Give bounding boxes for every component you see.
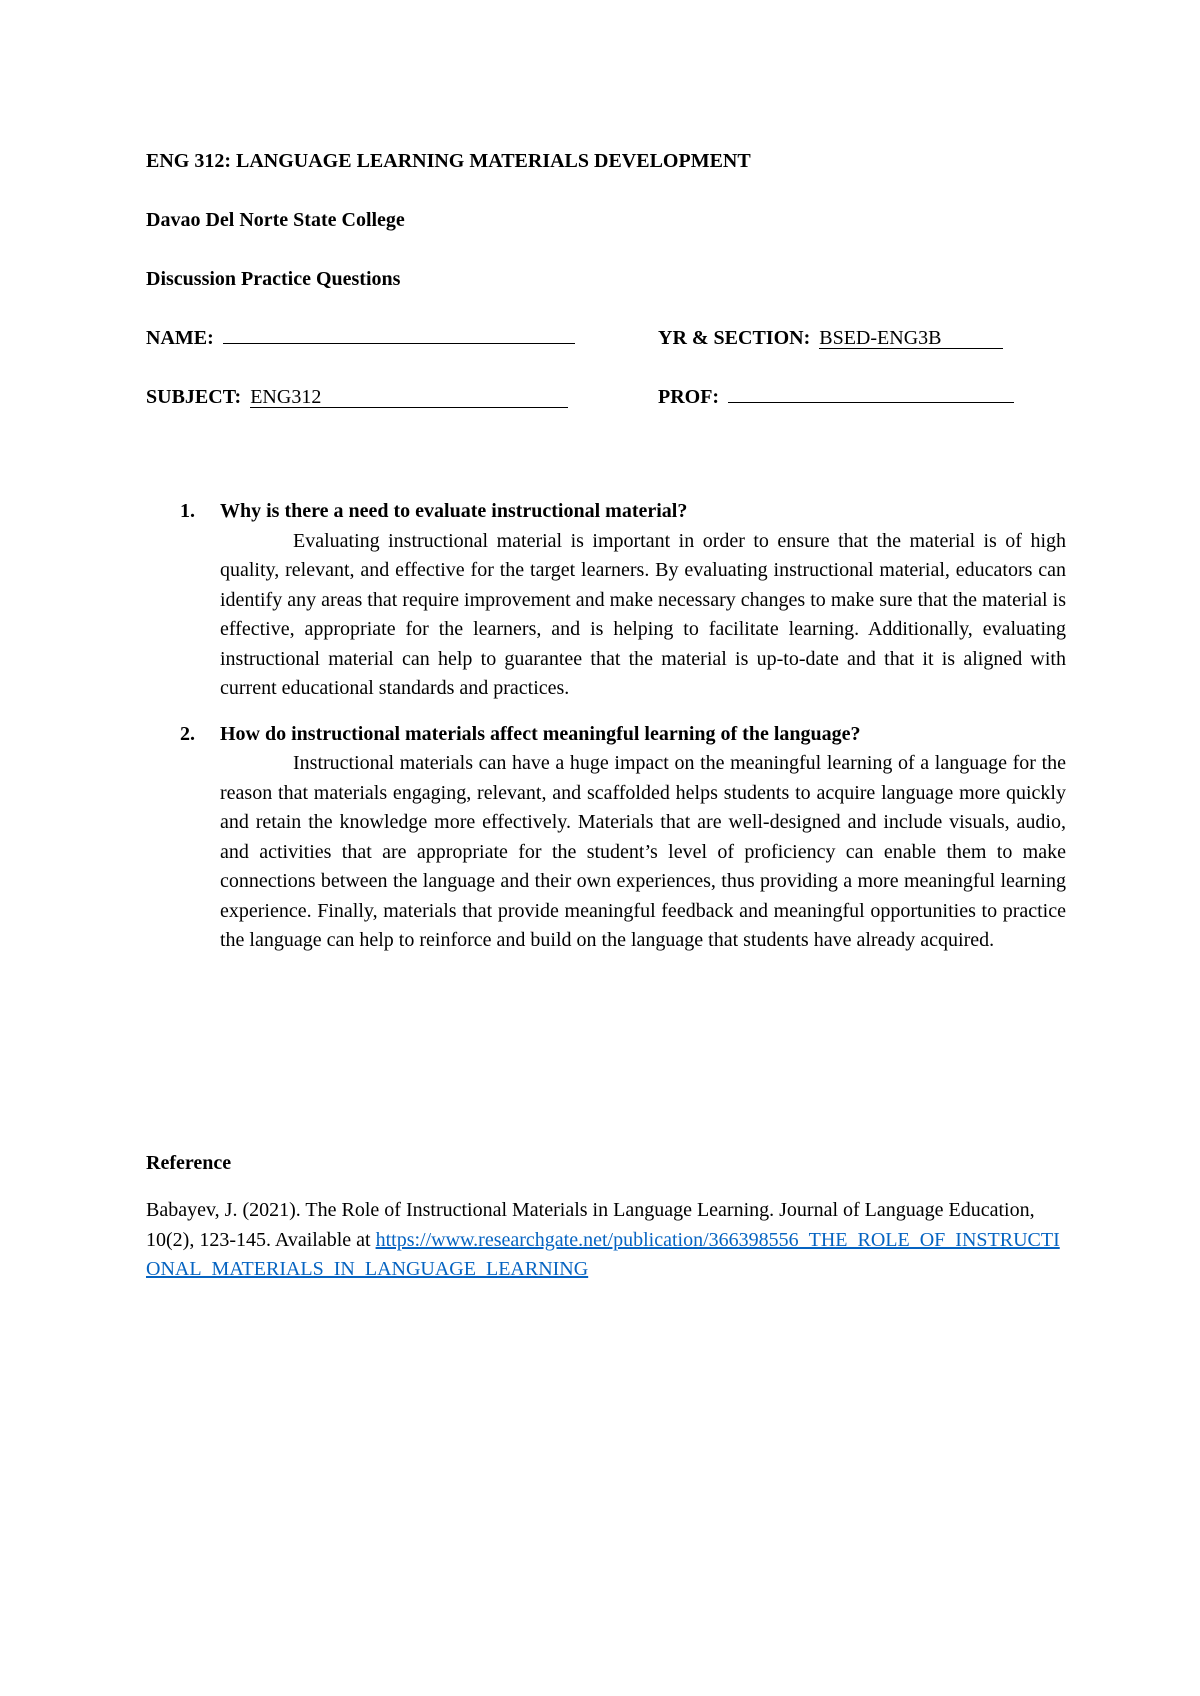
yr-section-label: YR & SECTION: bbox=[658, 327, 811, 349]
question-text: How do instructional materials affect meaningful learning of the language? bbox=[220, 722, 861, 745]
course-title: ENG 312: LANGUAGE LEARNING MATERIALS DEVELOPMENT bbox=[146, 150, 751, 172]
answer-text: Instructional materials can have a huge impact on the meaningful learning of a language for the reason that materials engaging, relevant, and scaffolded helps students to acquire language more quickly and retain the knowledge more effectively. Materials that are well-designed and include visuals, audio, and activities that are appropriate for the student’s level of proficiency can enable them to make connections between the language and their own experiences, thus providing a more meaningful learning experience. Finally, materials that provide meaningful feedback and meaningful opportunities to practice the language can help to reinforce and build on the language that students have already acquired. bbox=[220, 752, 1066, 951]
question-item bbox=[146, 497, 1066, 704]
question-item bbox=[146, 720, 1066, 956]
yr-section-blank bbox=[819, 328, 1003, 349]
question-list bbox=[146, 497, 1066, 972]
answer-text: Evaluating instructional material is important in order to ensure that the material is of high quality, relevant, and effective for the target learners. By evaluating instructional material, educators can identify any areas that require improvement and make necessary changes to make sure that the material is effective, appropriate for the learners, and is helping to facilitate learning. Additionally, evaluating instructional material can help to guarantee that the material is up-to-date and that it is aligned with current educational standards and practices. bbox=[220, 529, 1066, 699]
subject-label: SUBJECT: bbox=[146, 386, 242, 408]
yr-section-field bbox=[658, 325, 1003, 351]
subject-value: ENG312 bbox=[250, 386, 322, 408]
reference-citation: Babayev, J. (2021). The Role of Instructional Materials in Language Learning. Journal of Language Education, 10(2), 123-145. Available at bbox=[146, 1199, 1035, 1251]
name-label: NAME: bbox=[146, 327, 214, 349]
question-text: Why is there a need to evaluate instructional material? bbox=[220, 500, 688, 522]
subject-blank bbox=[250, 387, 568, 408]
yr-section-value: BSED-ENG3B bbox=[819, 327, 942, 349]
prof-label: PROF: bbox=[658, 386, 720, 408]
subject-field bbox=[146, 384, 568, 410]
institution-name: Davao Del Norte State College bbox=[146, 209, 405, 231]
prof-blank bbox=[728, 384, 1014, 403]
question-number: 1. bbox=[180, 500, 195, 522]
reference-heading: Reference bbox=[146, 1152, 232, 1174]
reference-entry bbox=[146, 1196, 1066, 1285]
reference-link[interactable]: https://www.researchgate.net/publication/366398556_THE_ROLE_OF_INSTRUCTIONAL_MATERIALS_IN_LANGUAGE_LEARNING bbox=[146, 1228, 1060, 1280]
document-type: Discussion Practice Questions bbox=[146, 268, 401, 290]
name-field bbox=[146, 325, 575, 351]
name-blank bbox=[223, 325, 575, 344]
question-number: 2. bbox=[180, 722, 195, 745]
prof-field bbox=[658, 384, 1014, 410]
